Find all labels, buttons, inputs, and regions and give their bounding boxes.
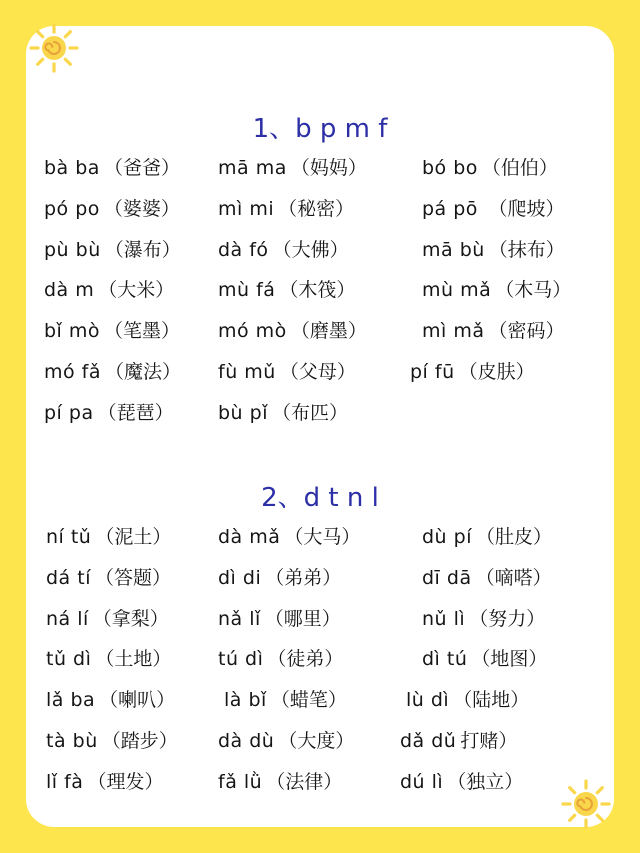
- word-entry: [218, 395, 348, 431]
- word-entry: [218, 272, 355, 308]
- pinyin: nǎ lǐ: [218, 607, 261, 630]
- hanzi: （爬坡）: [488, 197, 565, 220]
- pinyin: dà fó: [218, 238, 269, 261]
- pinyin: dǎ dǔ: [400, 729, 457, 752]
- word-entry: [406, 682, 529, 718]
- pinyin: mā bù: [422, 238, 485, 261]
- pinyin: mù fá: [218, 279, 276, 302]
- hanzi: 打赌）: [460, 729, 518, 752]
- section-title: 1、b p m f: [252, 114, 388, 144]
- hanzi: （婆婆）: [103, 197, 180, 220]
- hanzi: （妈妈）: [290, 157, 367, 179]
- word-row: [0, 560, 640, 601]
- hanzi: （弟弟）: [265, 566, 342, 589]
- pinyin: pí pa: [44, 401, 94, 424]
- word-entry: [400, 723, 517, 759]
- word-row: [0, 641, 640, 682]
- section-title: 2、d t n l: [261, 483, 379, 513]
- word-entry: [46, 519, 171, 555]
- pinyin: mā ma: [218, 157, 287, 179]
- hanzi: （伯伯）: [481, 157, 558, 179]
- pinyin: ní tǔ: [46, 526, 92, 548]
- pinyin: dà dù: [218, 729, 275, 752]
- hanzi: （大度）: [278, 729, 355, 752]
- word-entry: [46, 560, 171, 596]
- word-row: [0, 232, 640, 273]
- pinyin: pù bù: [44, 238, 101, 261]
- pinyin: lǐ fà: [46, 770, 84, 793]
- word-row: [0, 519, 640, 560]
- pinyin: lǎ ba: [46, 689, 96, 712]
- word-entry: [218, 601, 341, 637]
- word-entry: [400, 764, 523, 800]
- hanzi: （法律）: [266, 770, 343, 793]
- pinyin: mì mi: [218, 197, 275, 220]
- word-row: [0, 395, 640, 436]
- word-row: [0, 601, 640, 642]
- pinyin: nǔ lì: [422, 607, 466, 630]
- pinyin: tà bù: [46, 729, 98, 752]
- hanzi: （笔墨）: [104, 320, 181, 343]
- pinyin: dì di: [218, 566, 262, 589]
- hanzi: （独立）: [447, 770, 524, 793]
- word-entry: [46, 723, 178, 759]
- hanzi: （皮肤）: [458, 360, 535, 383]
- pinyin: lù dì: [406, 689, 450, 712]
- word-row: [0, 682, 640, 723]
- word-entry: [422, 272, 571, 308]
- pinyin: fǎ lǜ: [218, 770, 263, 793]
- hanzi: （理发）: [87, 770, 164, 793]
- pinyin: pó po: [44, 197, 100, 220]
- word-entry: [422, 313, 565, 349]
- hanzi: （拿梨）: [92, 607, 169, 630]
- pinyin: pá pō: [422, 197, 485, 220]
- word-entry: [46, 601, 169, 637]
- hanzi: （琵琶）: [97, 401, 174, 424]
- hanzi: （陆地）: [453, 689, 530, 712]
- sun-icon: [28, 22, 80, 74]
- pinyin: bà ba: [44, 157, 100, 179]
- hanzi: （布匹）: [271, 401, 348, 424]
- hanzi: （哪里）: [264, 607, 341, 630]
- word-entry: [218, 764, 342, 800]
- hanzi: （答题）: [94, 566, 171, 589]
- word-entry: [44, 395, 174, 431]
- word-entry: [218, 313, 367, 349]
- hanzi: （磨墨）: [290, 320, 367, 343]
- hanzi: （大佛）: [272, 238, 349, 261]
- word-entry: [44, 313, 180, 349]
- pinyin: mù mǎ: [422, 279, 492, 302]
- word-entry: [422, 232, 565, 268]
- hanzi: （大米）: [98, 279, 175, 302]
- hanzi: （抹布）: [488, 238, 565, 261]
- word-grid: [0, 519, 640, 805]
- hanzi: （木筏）: [279, 279, 356, 302]
- word-entry: [218, 560, 341, 596]
- word-entry: [46, 641, 171, 677]
- hanzi: （肚皮）: [475, 526, 552, 548]
- pinyin: mì mǎ: [422, 320, 485, 343]
- word-row: [0, 191, 640, 232]
- word-entry: [46, 682, 175, 718]
- word-entry: [46, 764, 163, 800]
- word-entry: [44, 191, 180, 227]
- word-row: [0, 150, 640, 191]
- hanzi: （大马）: [284, 526, 361, 548]
- word-entry: [422, 601, 545, 637]
- hanzi: （蜡笔）: [270, 689, 347, 712]
- pinyin: dà m: [44, 279, 95, 302]
- pinyin: dù pí: [422, 526, 472, 548]
- hanzi: （秘密）: [278, 197, 355, 220]
- hanzi: （地图）: [471, 648, 548, 671]
- word-entry: [218, 354, 356, 390]
- hanzi: （徒弟）: [267, 648, 344, 671]
- hanzi: （土地）: [95, 648, 172, 671]
- word-grid: [0, 150, 640, 436]
- word-entry: [44, 272, 174, 308]
- word-entry: [44, 354, 181, 390]
- word-entry: [218, 519, 360, 555]
- pinyin: dà mǎ: [218, 526, 281, 548]
- pinyin: tú dì: [218, 648, 264, 671]
- hanzi: （密码）: [488, 320, 565, 343]
- word-entry: [218, 150, 367, 186]
- pinyin: pí fū: [410, 360, 455, 383]
- pinyin: mó fǎ: [44, 360, 102, 383]
- word-entry: [44, 150, 180, 186]
- pinyin: dú lì: [400, 770, 444, 793]
- word-entry: [422, 519, 552, 555]
- hanzi: （喇叭）: [99, 689, 176, 712]
- hanzi: （努力）: [469, 607, 546, 630]
- pinyin: là bǐ: [224, 689, 267, 712]
- pinyin: fù mǔ: [218, 360, 276, 383]
- word-entry: [422, 641, 547, 677]
- word-row: [0, 272, 640, 313]
- pinyin: dī dā: [422, 566, 472, 589]
- pinyin: ná lí: [46, 607, 89, 630]
- word-entry: [44, 232, 181, 268]
- hanzi: （父母）: [279, 360, 356, 383]
- word-row: [0, 354, 640, 395]
- word-entry: [218, 723, 354, 759]
- hanzi: （泥土）: [95, 526, 172, 548]
- word-entry: [218, 232, 349, 268]
- pinyin: mó mò: [218, 320, 287, 343]
- hanzi: （嘀嗒）: [475, 566, 552, 589]
- hanzi: （瀑布）: [104, 238, 181, 261]
- word-entry: [218, 191, 354, 227]
- word-row: [0, 313, 640, 354]
- pinyin: tǔ dì: [46, 648, 92, 671]
- hanzi: （木马）: [495, 279, 572, 302]
- pinyin: dá tí: [46, 566, 91, 589]
- hanzi: （魔法）: [105, 360, 182, 383]
- pinyin: bó bo: [422, 157, 478, 179]
- word-row: [0, 723, 640, 764]
- pinyin: bù pǐ: [218, 401, 268, 424]
- word-entry: [422, 560, 552, 596]
- word-row: [0, 764, 640, 805]
- word-entry: [410, 354, 535, 390]
- word-entry: [422, 150, 558, 186]
- word-entry: [218, 641, 343, 677]
- pinyin: bǐ mò: [44, 320, 101, 343]
- hanzi: （爸爸）: [103, 157, 180, 179]
- hanzi: （踏步）: [101, 729, 178, 752]
- pinyin: dì tú: [422, 648, 468, 671]
- word-entry: [224, 682, 347, 718]
- word-entry: [422, 191, 564, 227]
